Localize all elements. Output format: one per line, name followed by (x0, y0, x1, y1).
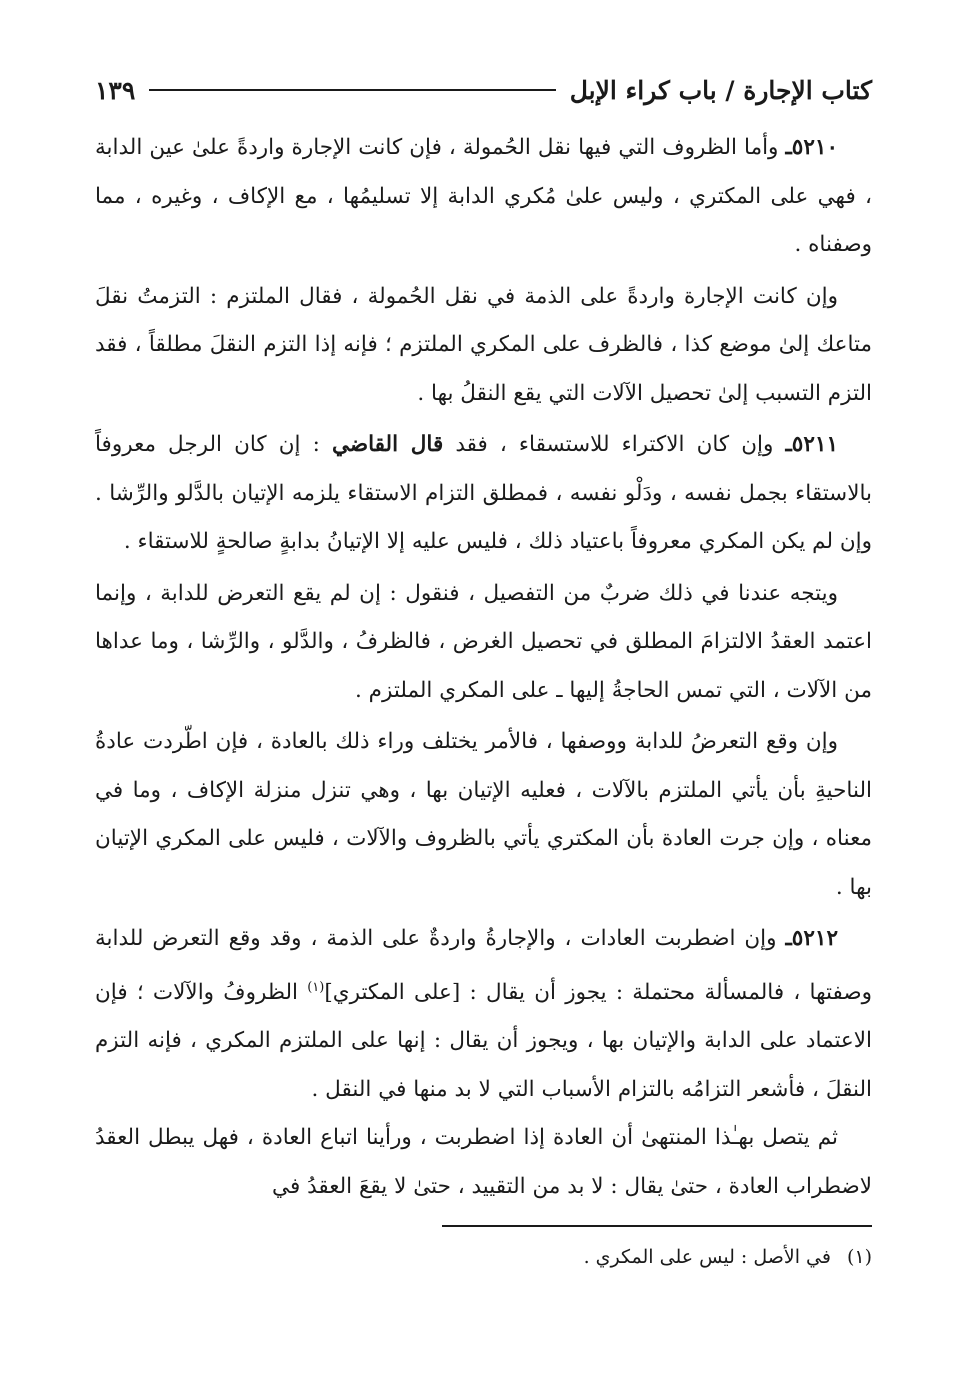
paragraph-text: الظروفُ والآلات ؛ فإن الاعتماد على الدابة والإتيان بها ، ويجوز أن يقال : إنها على الملتزم المكري ، فإنه التزم النقلَ ، فأشعر التزامُه بالتزام الأسباب التي لا بد منها في النقل . (95, 979, 872, 1102)
running-header (95, 68, 872, 112)
paragraph (95, 273, 872, 419)
cited-authority: قال القاضي (331, 432, 444, 457)
paragraph-text: وإن اضطربت العادات ، والإجارةُ واردةٌ على الذمة ، وقد وقع التعرض للدابة وصفتها ، فالمسألة محتملة : يجوز أن يقال : [على المكتري] (95, 926, 872, 1005)
paragraph-text: ثم يتصل بهـٰذا المنتهىٰ أن العادة إذا اضطربت ، ورأينا اتباع العادة ، فهل يبطل العقدُ لاضطراب العادة ، حتىٰ يقال : لا بد من التقييد ، حتىٰ لا يقعَ العقدُ في (95, 1125, 872, 1199)
paragraph (95, 570, 872, 716)
paragraph (95, 718, 872, 912)
paragraph-text: وأما الظروف التي فيها نقل الحُمولة ، فإن كانت الإجارة واردةً علىٰ عين الدابة ، فهي على المكتري ، وليس علىٰ مُكري الدابة إلا تسليمُها ، مع الإكاف ، وغيره ، مما وصفناه . (95, 135, 872, 257)
paragraph-text: وإن كان الاكتراء للاستسقاء ، فقد (443, 432, 786, 457)
paragraph-text: وإن كانت الإجارة واردةً على الذمة في نقل الحُمولة ، فقال الملتزم : التزمتُ نقلَ متاعك إلىٰ موضع كذا ، فالظرف على المكري الملتزم ؛ فإنه إذا التزم النقلَ مطلقاً ، فقد التزم التسبب إلىٰ تحصيل الآلات التي يقع النقلُ بها . (95, 283, 872, 406)
chapter-title: كتاب الإجارة / باب كراء الإبل (569, 75, 872, 105)
footnote-text: في الأصل : ليس على المكري . (583, 1246, 831, 1269)
footnote (95, 1237, 872, 1277)
paragraph-number: ٥٢١١ـ (785, 432, 838, 457)
paragraph-5211 (95, 421, 872, 567)
header-rule (149, 89, 555, 91)
footnote-reference[interactable]: (١) (307, 979, 325, 995)
paragraph-number: ٥٢١٢ـ (785, 926, 838, 951)
paragraph-text: ويتجه عندنا في ذلك ضربٌ من التفصيل ، فنقول : إن لم يقع التعرض للدابة ، وإنما اعتمد العقدُ الالتزامَ المطلق في تحصيل الغرض ، فالظرفُ ، والدَّلو ، والرِّشا ، وما عداها من الآلات ، التي تمس الحاجةُ إليها ـ على المكري الملتزم . (95, 580, 872, 703)
paragraph-5212 (95, 915, 872, 1114)
paragraph (95, 1114, 872, 1211)
footnote-divider (442, 1225, 872, 1227)
paragraph-text: وإن وقع التعرضُ للدابة ووصفها ، فالأمر يختلف وراء ذلك بالعادة ، فإن اطّردت عادةُ الناحيةِ بأن يأتي الملتزم بالآلات ، فعليه الإتيان بها ، وهي تنزل منزلة الإكاف ، وما في معناه ، وإن جرت العادة بأن المكتري يأتي بالظروف والآلات ، فليس على المكري الإتيان بها . (95, 729, 872, 900)
footnote-number: (١) (846, 1246, 872, 1269)
main-text (95, 124, 872, 1211)
page-number: ١٣٩ (95, 75, 136, 105)
paragraph-number: ٥٢١٠ـ (785, 135, 838, 160)
paragraph-text: : إن كان الرجل معروفاً بالاستقاء بجمل نفسه ، ودَلْو نفسه ، فمطلق التزام الاستقاء يلزمه الإتيان بالدَّلو والرِّشا . وإن لم يكن المكري معروفاً باعتياد ذلك ، فليس عليه إلا الإتيانُ بدابةٍ صالحةٍ للاستقاء . (95, 432, 872, 554)
paragraph-5210 (95, 124, 872, 270)
